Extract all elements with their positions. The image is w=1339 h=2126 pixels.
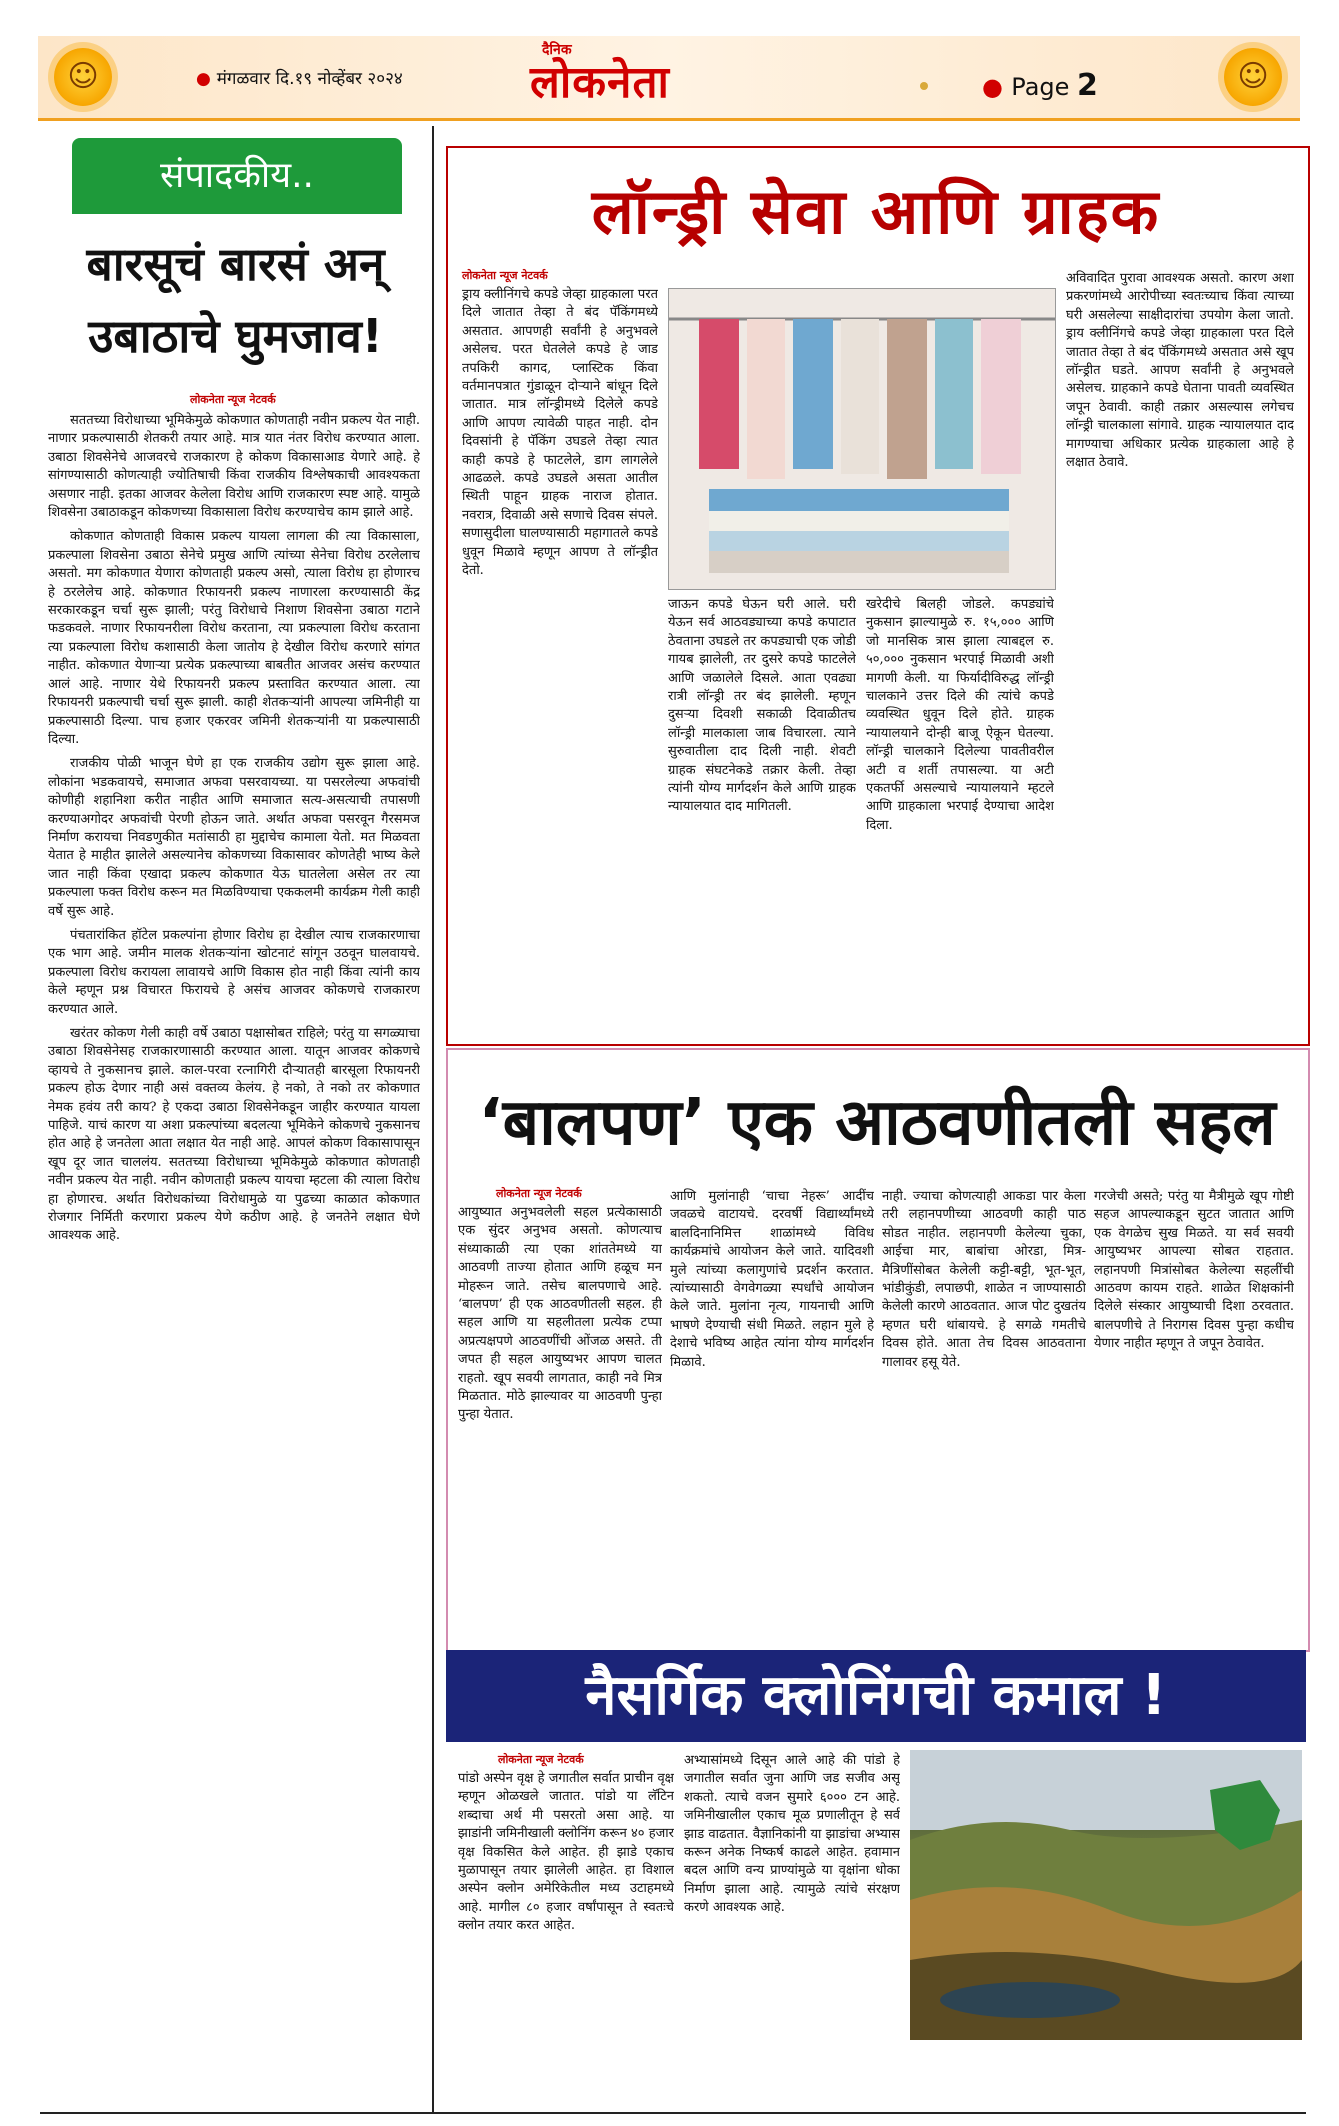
- editorial-headline: बारसूचं बारसं अन् उबाठाचे घुमजाव!: [86, 237, 385, 363]
- paragraph: राजकीय पोळी भाजून घेणे हा एक राजकीय उद्योग सुरू झाला आहे. लोकांना भडकवायचे, समाजात अफवा पसरवायच्या. या पसरलेल्या अफवांची कोणीही शहानिशा करीत नाहीत आणि समाजात सत्य-असत्याची तपासणी करण्याअगोदर अफवांची पेरणी होऊन जाते. अर्थात अफवा पसरवून गैरसमज निर्माण करायचा निवडणुकीत मतांसाठी हा मुद्दाचेच कामाला येतो. मत मिळवता येतात हे माहीत झालेले असल्यानेच कोकणच्या विकासावर कोणतेही भाष्य केले जात नाही किंवा एखादा प्रकल्प कोकणात येऊ घातलेला असेल तर त्या प्रकल्पाला फक्त विरोध करून मत मिळविण्याचा एककलमी कार्यक्रम गेली काही वर्षे सुरू आहे.: [48, 756, 420, 919]
- laundry-clothes-photo: [668, 288, 1056, 590]
- article-childhood-col-b: आणि मुलांनाही ‘चाचा नेहरू’ आदींच जवळचे वाटायचे. दरवर्षी विद्यार्थ्यांमध्ये बालदिनानिमित्त शाळांमध्ये विविध कार्यक्रमांचे आयोजन केले जाते. यादिवशी मुले त्यांच्या कलागुणांचे प्रदर्शन करतात. त्यांच्यासाठी वेगवेगळ्या स्पर्धांचे आयोजन केले जाते. मुलांना नृत्य, गायनाची आणि भाषणे देण्याची संधी मिळते. लहान मुले हे देशाचे भविष्य आहेत त्यांना योग्य मार्गदर्शन मिळावे.: [670, 1189, 874, 1370]
- article-cloning-headline: नैसर्गिक क्लोनिंगची कमाल !: [446, 1650, 1306, 1742]
- article-childhood-col-d: गरजेची असते; परंतु या मैत्रीमुळे खूप गोष्टी सहज आपल्याकडून सुटत जातात आणि एक वेगळेच सुख मिळते. या सर्व सवयी आयुष्यभर आपल्या सोबत राहतात. लहानपणी मित्रांसोबत केलेल्या सहलींची आठवण कायम राहते. शाळेत शिक्षकांनी दिलेले संस्कार आयुष्याची दिशा ठरवतात. बालपणीचे ते निरागस दिवस पुन्हा कधीच येणार नाहीत म्हणून ते जपून ठेवावेत.: [1094, 1189, 1294, 1352]
- paragraph: सततच्या विरोधाच्या भूमिकेमुळे कोकणात कोणताही नवीन प्रकल्प येत नाही. नाणार प्रकल्पासाठी शेतकरी तयार आहे. मात्र यात नंतर विरोध करण्यात आला. उबाठा शिवसेनेचे आजवरचे राजकारण हे कोकण विकासाआड येणारे आहे. हे सांगण्यासाठी कोणत्याही ज्योतिषाची किंवा राजकीय विश्लेषकाची आवश्यकता असणार नाही. इतका आजवर केलेला विरोध आणि राजकारण स्पष्ट आहे. यामुळे शिवसेना उबाठाकडून कोकणच्या विकासाला विरोध करण्याचेच काम झाले आहे.: [48, 413, 420, 521]
- article-laundry-col-b: जाऊन कपडे घेऊन घरी आले. घरी येऊन सर्व आठवड्याच्या कपडे कपाटात ठेवताना उघडले तर कपड्याची एक जोडी गायब झालेली, तर दुसरे कपडे फाटलेले आणि जळालेले दिसले. आता एवढ्या रात्री लॉन्ड्री तर बंद झालेली. म्हणून दुसऱ्या दिवशी सकाळी दिवाळीतच लॉन्ड्री मालकाला जाब विचारला. त्याने सुरुवातीला दाद दिली नाही. शेवटी ग्राहक संघटनेकडे तक्रार केली. तेव्हा त्यांनी योग्य मार्गदर्शन केले आणि ग्राहक न्यायालयात दाद मागितली.: [668, 597, 856, 815]
- article-childhood-byline: लोकनेता न्यूज नेटवर्क: [496, 1187, 582, 1200]
- article-cloning-byline: लोकनेता न्यूज नेटवर्क: [498, 1753, 584, 1766]
- article-childhood-headline: ‘बालपण’ एक आठवणीतली सहल: [478, 1086, 1276, 1160]
- page-number: 2: [1077, 68, 1098, 103]
- sun-icon: ☺: [54, 48, 112, 106]
- paragraph: पंचतारांकित हॉटेल प्रकल्पांना होणार विरोध हा देखील त्याच राजकारणाचा एक भाग आहे. जमीन मालक शेतकऱ्यांना खोटनाटं सांगून उठवून घालवायचे. प्रकल्पाला विरोध करायला लावायचे आणि विकास होत नाही किंवा त्यांनी काय केले म्हणून प्रश्न विचारत फिरायचे हे असंच आजवर कोकणचे राजकारण करण्यात आले.: [48, 927, 420, 1017]
- page-indicator: ● Page 2: [982, 68, 1098, 103]
- article-laundry-headline: लॉन्ड्री सेवा आणि ग्राहक: [591, 175, 1161, 248]
- newspaper-logo: लोकनेता: [530, 57, 670, 108]
- sun-icon: ☺: [1224, 48, 1282, 106]
- article-childhood-col-a: आयुष्यात अनुभवलेली सहल प्रत्येकासाठी एक सुंदर अनुभव असतो. कोणत्याच संध्याकाळी त्या एका शांततेमध्ये या आठवणी ताज्या होतात आणि हळूच मन मोहरून जाते. तसेच बालपणाचे आहे. ‘बालपण’ ही एक आठवणीतली सहल. ही सहल आणि या सहलीतला प्रत्येक टप्पा अप्रत्यक्षपणे आठवणींची ओंजळ असते. ती जपत ही सहल आयुष्यभर आपण चालत राहतो. खूप सवयी लागतात, काही नवे मित्र मिळतात. मोठे झाल्यावर या आठवणी पुन्हा पुन्हा येतात.: [458, 1205, 662, 1423]
- editorial-section-banner: संपादकीय..: [72, 138, 402, 214]
- issue-date: ● मंगळवार दि.१९ नोव्हेंबर २०२४: [196, 69, 403, 89]
- article-cloning-col-a: पांडो अस्पेन वृक्ष हे जगातील सर्वात प्राचीन वृक्ष म्हणून ओळखले जातात. पांडो या लॅटिन शब्दाचा अर्थ मी पसरतो असा आहे. या झाडांनी जमिनीखाली क्लोनिंग करून ४० हजार वृक्ष विकसित केले आहेत. ही झाडे एकाच मुळापासून तयार झालेली आहेत. हा विशाल अस्पेन क्लोन अमेरिकेतील मध्य उटाहमध्ये आहे. मागील ८० हजार वर्षांपासून ते स्वतःचे क्लोन तयार करत आहेत.: [458, 1771, 674, 1934]
- article-laundry-col-c: खरेदीचे बिलही जोडले. कपड्यांचे नुकसान झाल्यामुळे रु. १५,००० आणि जो मानसिक त्रास झाला त्याबद्दल रु. ५०,००० नुकसान भरपाई मिळावी अशी मागणी केली. या फिर्यादीविरुद्ध लॉन्ड्री चालकाने उत्तर दिले की त्यांचे कपडे व्यवस्थित धुवून दिले होते. ग्राहक न्यायालयाने दोन्ही बाजू ऐकून घेतल्या. लॉन्ड्री चालकाने दिलेल्या पावतीवरील अटी व शर्ती तपासल्या. या अटी एकतर्फी असल्याचे न्यायालयाने म्हटले आणि ग्राहकाला भरपाई देण्याचा आदेश दिला.: [866, 597, 1054, 833]
- forest-landscape-photo: [910, 1750, 1302, 2040]
- article-laundry-col-d: अविवादित पुरावा आवश्यक असतो. कारण अशा प्रकरणांमध्ये आरोपीच्या स्वतःच्याच किंवा त्याच्या घरी असलेल्या साक्षीदारांचा उपयोग केला जातो. ड्राय क्लीनिंगचे कपडे जेव्हा ग्राहकाला परत दिले जातात तेव्हा ते बंद पॅकिंगमध्ये असतात असे खूप लॉन्ड्रीत घडते. आपण सर्वांनी हे अनुभवले असेलच. ग्राहकाने कपडे घेताना पावती व्यवस्थित जपून ठेवावी. काही तक्रार असल्यास लगेचच लॉन्ड्री चालकाला सांगावे. ग्राहक न्यायालयात दाद मागण्याचा अधिकार प्रत्येक ग्राहकाला आहे हे लक्षात ठेवावे.: [1066, 271, 1294, 471]
- article-childhood-col-c: नाही. ज्याचा कोणत्याही आकडा पार केला तरी लहानपणीच्या आठवणी काही पाठ सोडत नाहीत. लहानपणी केलेल्या चुका, आईचा मार, बाबांचा ओरडा, मित्र-मैत्रिणींसोबत केलेली कट्टी-बट्टी, भूत-भूत, भांडीकुंडी, लपाछपी, शाळेत न जाण्यासाठी केलेली कारणे आठवतात. आज पोट दुखतंय म्हणत घरी थांबायचे. हे सगळे गमतीचे दिवस होते. आता तेच दिवस आठवताना गालावर हसू येते.: [882, 1189, 1086, 1370]
- page-bottom-rule: [40, 2112, 1306, 2114]
- paragraph: खरंतर कोकण गेली काही वर्षे उबाठा पक्षासोबत राहिले; परंतु या सगळ्याचा उबाठा शिवसेनेसह राजकारणासाठी करण्यात आला. यातून आजवर कोकणचे व्हायचे ते नुकसानच झाले. काल-परवा रत्नागिरी दौऱ्यातही बारसूला रिफायनरी प्रकल्प होऊ देणार नाही असं वक्तव्य केलंय. हे नको, ते नको तर कोकणात नेमक हवंय तरी काय? हे एकदा उबाठा शिवसेनेकडून जाहीर करण्यात यायला पाहिजे. याचं कारण या अशा प्रकल्पांच्या बदलत्या भूमिकेने कोकणचे नुकसानच होत आहे हे जनतेला आता लक्षात येत नाही आहे. आपलं कोकण विकासापासून खूप दूर जात चाललंय. सततच्या विरोधाच्या भूमिकेमुळे कोकणात कोणताही नवीन प्रकल्प येत नाही. नवीन कोणताही प्रकल्प यायचा म्हटला की त्याला विरोध हा होणारच. अर्थात विरोधकांच्या विरोधामुळे या पुढच्या काळात कोकणात रोजगार निर्मिती करणारा प्रकल्प येणे कठीण आहे. हे जनतेने लक्षात घेणे आवश्यक आहे.: [48, 1026, 420, 1244]
- logo-prefix: दैनिक: [542, 42, 572, 58]
- article-cloning-col-b: अभ्यासांमध्ये दिसून आले आहे की पांडो हे जगातील सर्वात जुना आणि जड सजीव असू शकतो. त्याचे वजन सुमारे ६००० टन आहे. जमिनीखालील एकाच मूळ प्रणालीतून हे सर्व झाड वाढतात. वैज्ञानिकांनी या झाडांचा अभ्यास करून अनेक निष्कर्ष काढले आहेत. हवामान बदल आणि वन्य प्राण्यांमुळे या वृक्षांना धोका निर्माण झाला आहे. त्यामुळे त्यांचे संरक्षण करणे आवश्यक आहे.: [684, 1753, 900, 1916]
- dot-divider: [920, 82, 928, 90]
- editorial-body: [48, 412, 420, 2102]
- editorial-byline: लोकनेता न्यूज नेटवर्क: [190, 393, 276, 406]
- paragraph: कोकणात कोणताही विकास प्रकल्प यायला लागला की त्या विकासाला, प्रकल्पाला शिवसेना उबाठा सेनेचे प्रमुख आणि त्यांच्या सेनेचा विरोध ठरलेलाच असतो. मग कोकणात येणारा कोणताही प्रकल्प असो, त्याला विरोध हा होणारच हे ठरलेलेच आहे. कोकणात रिफायनरी प्रकल्प नाणारला करण्यासाठी केंद्र सरकारकडून चर्चा सुरू झाली; परंतु विरोधाचे निशाण शिवसेना उबाठा गटाने फडकवले. नाणार रिफायनरीला विरोध करताना, त्या प्रकल्पाला विरोध करताना त्या प्रकल्पाला विरोध कशासाठी केला जातोय हे देखील विरोध करणारे सांगत नाहीत. कोकणात येणाऱ्या प्रत्येक प्रकल्पाच्या बाबतीत आजवर असंच करण्यात आलं आहे. नाणार येथे रिफायनरी प्रकल्प प्रस्तावित करण्यात आला. त्या रिफायनरी प्रकल्पाची चर्चा सुरू झाली. काही शेतकऱ्यांनी आपल्या जमिनीही या प्रकल्पासाठी दिल्या. पाच हजार एकरवर जमिनी शेतकऱ्यांनी या प्रकल्पासाठी दिल्या.: [48, 529, 420, 747]
- article-laundry-byline: लोकनेता न्यूज नेटवर्क: [462, 269, 548, 282]
- article-laundry-col-a: ड्राय क्लीनिंगचे कपडे जेव्हा ग्राहकाला परत दिले जातात तेव्हा ते बंद पॅकिंगमध्ये असतात. आपणही सर्वांनी हे अनुभवले असेलच. परत घेतलेले कपडे हे जाड तपकिरी कागद, प्लास्टिक किंवा वर्तमानपत्रात गुंडाळून दोऱ्याने बांधून दिले जातात. मात्र लॉन्ड्रीमध्ये दिलेले कपडे आणि आपण त्यावेळी पाहत नाही. दोन दिवसांनी हे पॅकिंग उघडले तेव्हा त्यात काही कपडे हे फाटलेले, डाग लागलेले आढळले. कपडे उघडले असता आतील स्थिती पाहून ग्राहक नाराज होतात. नवरात्र, दिवाळी असे सणाचे दिवस संपले. सणासुदीला घालण्यासाठी महागातले कपडे धुवून मिळावे म्हणून आपण ते लॉन्ड्रीत देतो.: [462, 287, 658, 579]
